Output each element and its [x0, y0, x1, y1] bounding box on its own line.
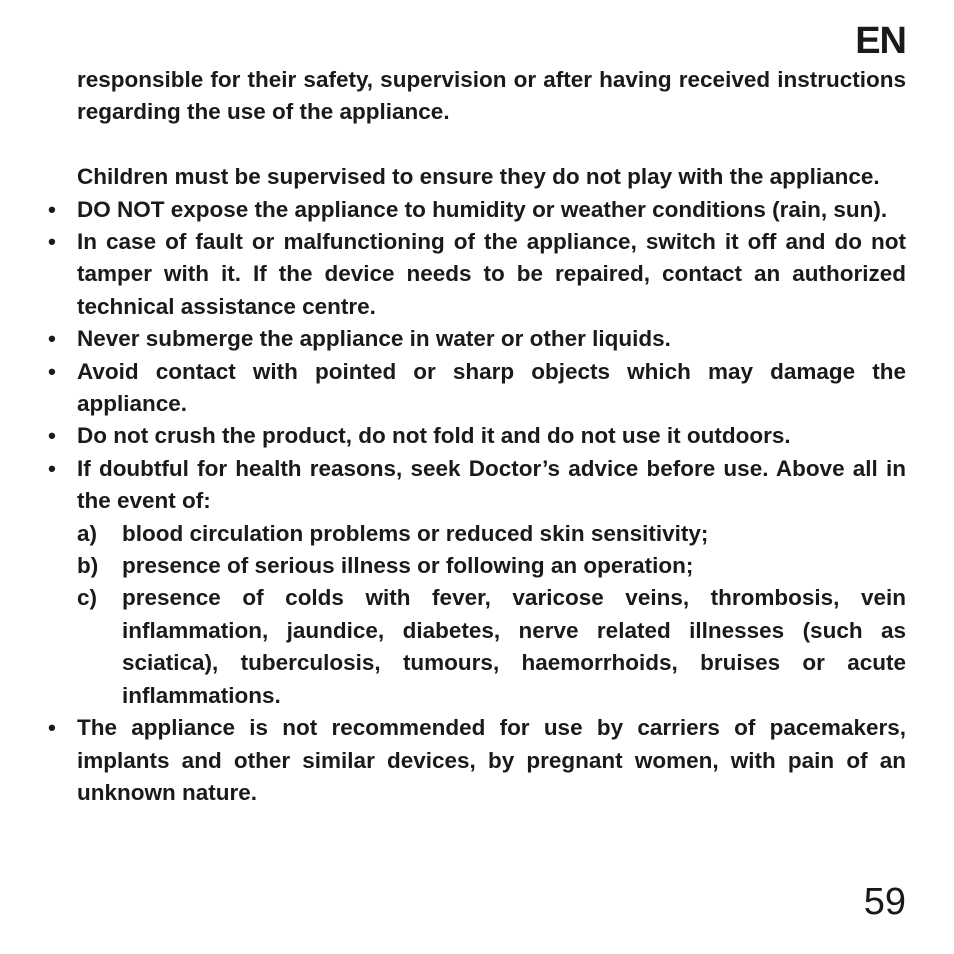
bullet-icon: • [48, 326, 56, 352]
safety-list [48, 194, 906, 810]
list-item [48, 420, 906, 452]
language-label: EN [855, 20, 906, 62]
list-item-text: Avoid contact with pointed or sharp objects which may damage the appliance. [77, 358, 906, 417]
sub-list-item [77, 550, 906, 582]
list-item [48, 194, 906, 226]
health-conditions-list [77, 518, 906, 712]
list-item [48, 356, 906, 421]
sub-list-item [77, 582, 906, 712]
children-note: Children must be supervised to ensure they do not play with the appliance. [77, 164, 880, 190]
sub-item-text: presence of serious illness or following an operation; [122, 553, 694, 579]
list-item [48, 226, 906, 323]
sub-item-marker: a) [77, 520, 98, 546]
list-item-health [48, 453, 906, 712]
sub-list-item [77, 518, 906, 550]
bullet-icon: • [48, 358, 56, 384]
list-item [48, 712, 906, 809]
paragraph-gap [48, 129, 906, 161]
list-item-text: If doubtful for health reasons, seek Doctor’s advice before use. Above all in the event of: [77, 455, 906, 514]
list-item-text: In case of fault or malfunctioning of the appliance, switch it off and do not tamper with it. If the device needs to be repaired, contact an authorized technical assistance centre. [77, 229, 906, 319]
bullet-icon: • [48, 715, 56, 741]
page-number: 59 [863, 881, 906, 923]
list-item-text: Never submerge the appliance in water or other liquids. [77, 326, 671, 352]
sub-item-text: presence of colds with fever, varicose veins, thrombosis, vein inflammation, jaundice, diabetes, nerve related illnesses (such as sciatica), tuberculosis, tumours, haemorrhoids, bruises or acute inflammations. [122, 585, 906, 708]
sub-item-marker: b) [77, 553, 99, 579]
bullet-icon: • [48, 423, 56, 449]
bullet-icon: • [48, 229, 56, 255]
bullet-icon: • [48, 455, 56, 481]
intro-continuation: responsible for their safety, supervision or after having received instructions regarding the use of the appliance. [77, 67, 906, 125]
list-item [48, 323, 906, 355]
page-body [48, 64, 906, 809]
list-item-text: Do not crush the product, do not fold it and do not use it outdoors. [77, 423, 791, 449]
list-item-text: The appliance is not recommended for use by carriers of pacemakers, implants and other similar devices, by pregnant women, with pain of an unknown nature. [77, 715, 906, 805]
bullet-icon: • [48, 196, 56, 222]
sub-item-text: blood circulation problems or reduced skin sensitivity; [122, 520, 709, 546]
list-item-text: DO NOT expose the appliance to humidity or weather conditions (rain, sun). [77, 196, 888, 222]
sub-item-marker: c) [77, 585, 98, 611]
